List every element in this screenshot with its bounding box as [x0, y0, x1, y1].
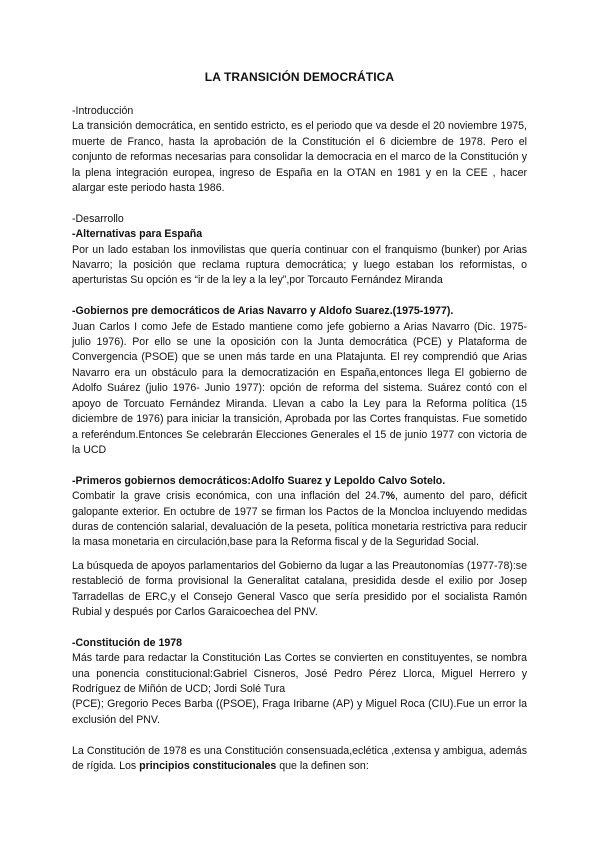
gobiernos-heading: -Gobiernos pre democráticos de Arias Navarro y Aldofo Suarez.(1975-1977).	[72, 305, 454, 318]
constitucion-heading: -Constitución de 1978	[72, 636, 183, 649]
primeros-text-1-b: , aumento del paro, déficit galopante exterior. En octubre de 1977 se firman los Pactos de la Moncloa incluyendo medidas duras de contención salarial, devaluación de la peseta, política monetaria restrictiva para reducir la masa monetaria en circulación,base para la Reforma fiscal y de la Seguridad Social.	[72, 490, 528, 549]
spacer	[72, 620, 527, 635]
spacer	[72, 289, 527, 304]
alternativas-paragraph: Por un lado estaban los inmovilistas que quería continuar con el franquismo (bunker) por Arias Navarro; la posición que reclama ruptura democrática; y luego estaban los reformistas, o aperturistas Su opción es “ir de la ley a la ley”,por Torcauto Fernández Miranda	[72, 243, 527, 287]
primeros-text-1-a: Combatir la grave crisis económica, con una inflación del 24.7	[72, 490, 386, 503]
primeros-paragraph-1	[72, 489, 527, 551]
spacer	[72, 458, 527, 473]
spacer	[72, 196, 527, 211]
constitucion-paragraph-3	[72, 744, 527, 775]
desarrollo-label: -Desarrollo	[72, 212, 124, 225]
constitucion-text-3-a: La Constitución de 1978 es una Constitución consensuada,eclética ,extensa y ambigua, además de rígida. Los	[72, 744, 527, 772]
spacer	[72, 551, 527, 559]
document-title: LA TRANSICIÓN DEMOCRÁTICA	[204, 70, 395, 84]
spacer	[72, 728, 527, 743]
intro-label: -Introducción	[72, 105, 134, 117]
constitucion-paragraph-2: (PCE); Gregorio Peces Barba ((PSOE), Fraga Iribarne (AP) y Miguel Roca (CIU).Fue un error la exclusión del PNV.	[72, 698, 527, 726]
primeros-paragraph-2: La búsqueda de apoyos parlamentarios del Gobierno da lugar a las Preautonomías (1977-78):se restableció de forma provisional la Generalitat catalana, presidida desde el exilio por Josep Tarradellas de ERC,y el Consejo General Vasco que sería presidido por el socialista Ramón Rubial y después por Carlos Garaicoechea del PNV.	[72, 559, 527, 618]
constitucion-text-3-b: que la definen son:	[276, 759, 369, 772]
intro-paragraph: La transición democrática, en sentido estricto, es el periodo que va desde el 20 noviembre 1975, muerte de Franco, hasta la aprobación de la Constitución el 6 diciembre de 1978. Pero el conjunto de reformas necesarias para consolidar la democracia en el marco de la Constitución y la plena integración europea, ingreso de España en la OTAN en 1981 y en la CEE , hacer alargar este periodo hasta 1986.	[72, 120, 527, 195]
gobiernos-paragraph: Juan Carlos I como Jefe de Estado mantiene como jefe gobierno a Arias Navarro (Dic. 1975- julio 1976). Por ello se une la oposición con la Junta democrática (PCE) y Plataforma de Convergencia (PSOE) que se unen más tarde en una Platajunta. El rey comprendió que Arias Navarro era un obstáculo para la democratización en España,entonces llega El gobierno de Adolfo Suárez (julio 1976- Junio 1977): opción de reforma del sistema. Suárez contó con el apoyo de Torcuato Fernández Miranda. Llevan a cabo la Ley para la Reforma política (15 diciembre de 1976) para iniciar la transición, Aprobada por las Cortes franquistas. Fue sometido a referéndum.Entonces Se celebrarán Elecciones Generales el 15 de junio 1977 con victoria de la UCD	[72, 320, 527, 456]
principios-constitucionales: principios constitucionales	[139, 759, 277, 772]
primeros-heading: -Primeros gobiernos democráticos:Adolfo Suarez y Lepoldo Calvo Sotelo.	[72, 474, 446, 487]
document-page	[72, 70, 527, 774]
primeros-percent: %	[385, 490, 396, 503]
constitucion-paragraph-1: Más tarde para redactar la Constitución Las Cortes se convierten en constituyentes, se nombra una ponencia constitucional:Gabriel Cisneros, José Pedro Pérez Llorca, Miguel Herrero y Rodríguez de Miñón de UCD; Jordi Solé Tura	[72, 652, 527, 695]
alternativas-heading: -Alternativas para España	[72, 228, 203, 241]
